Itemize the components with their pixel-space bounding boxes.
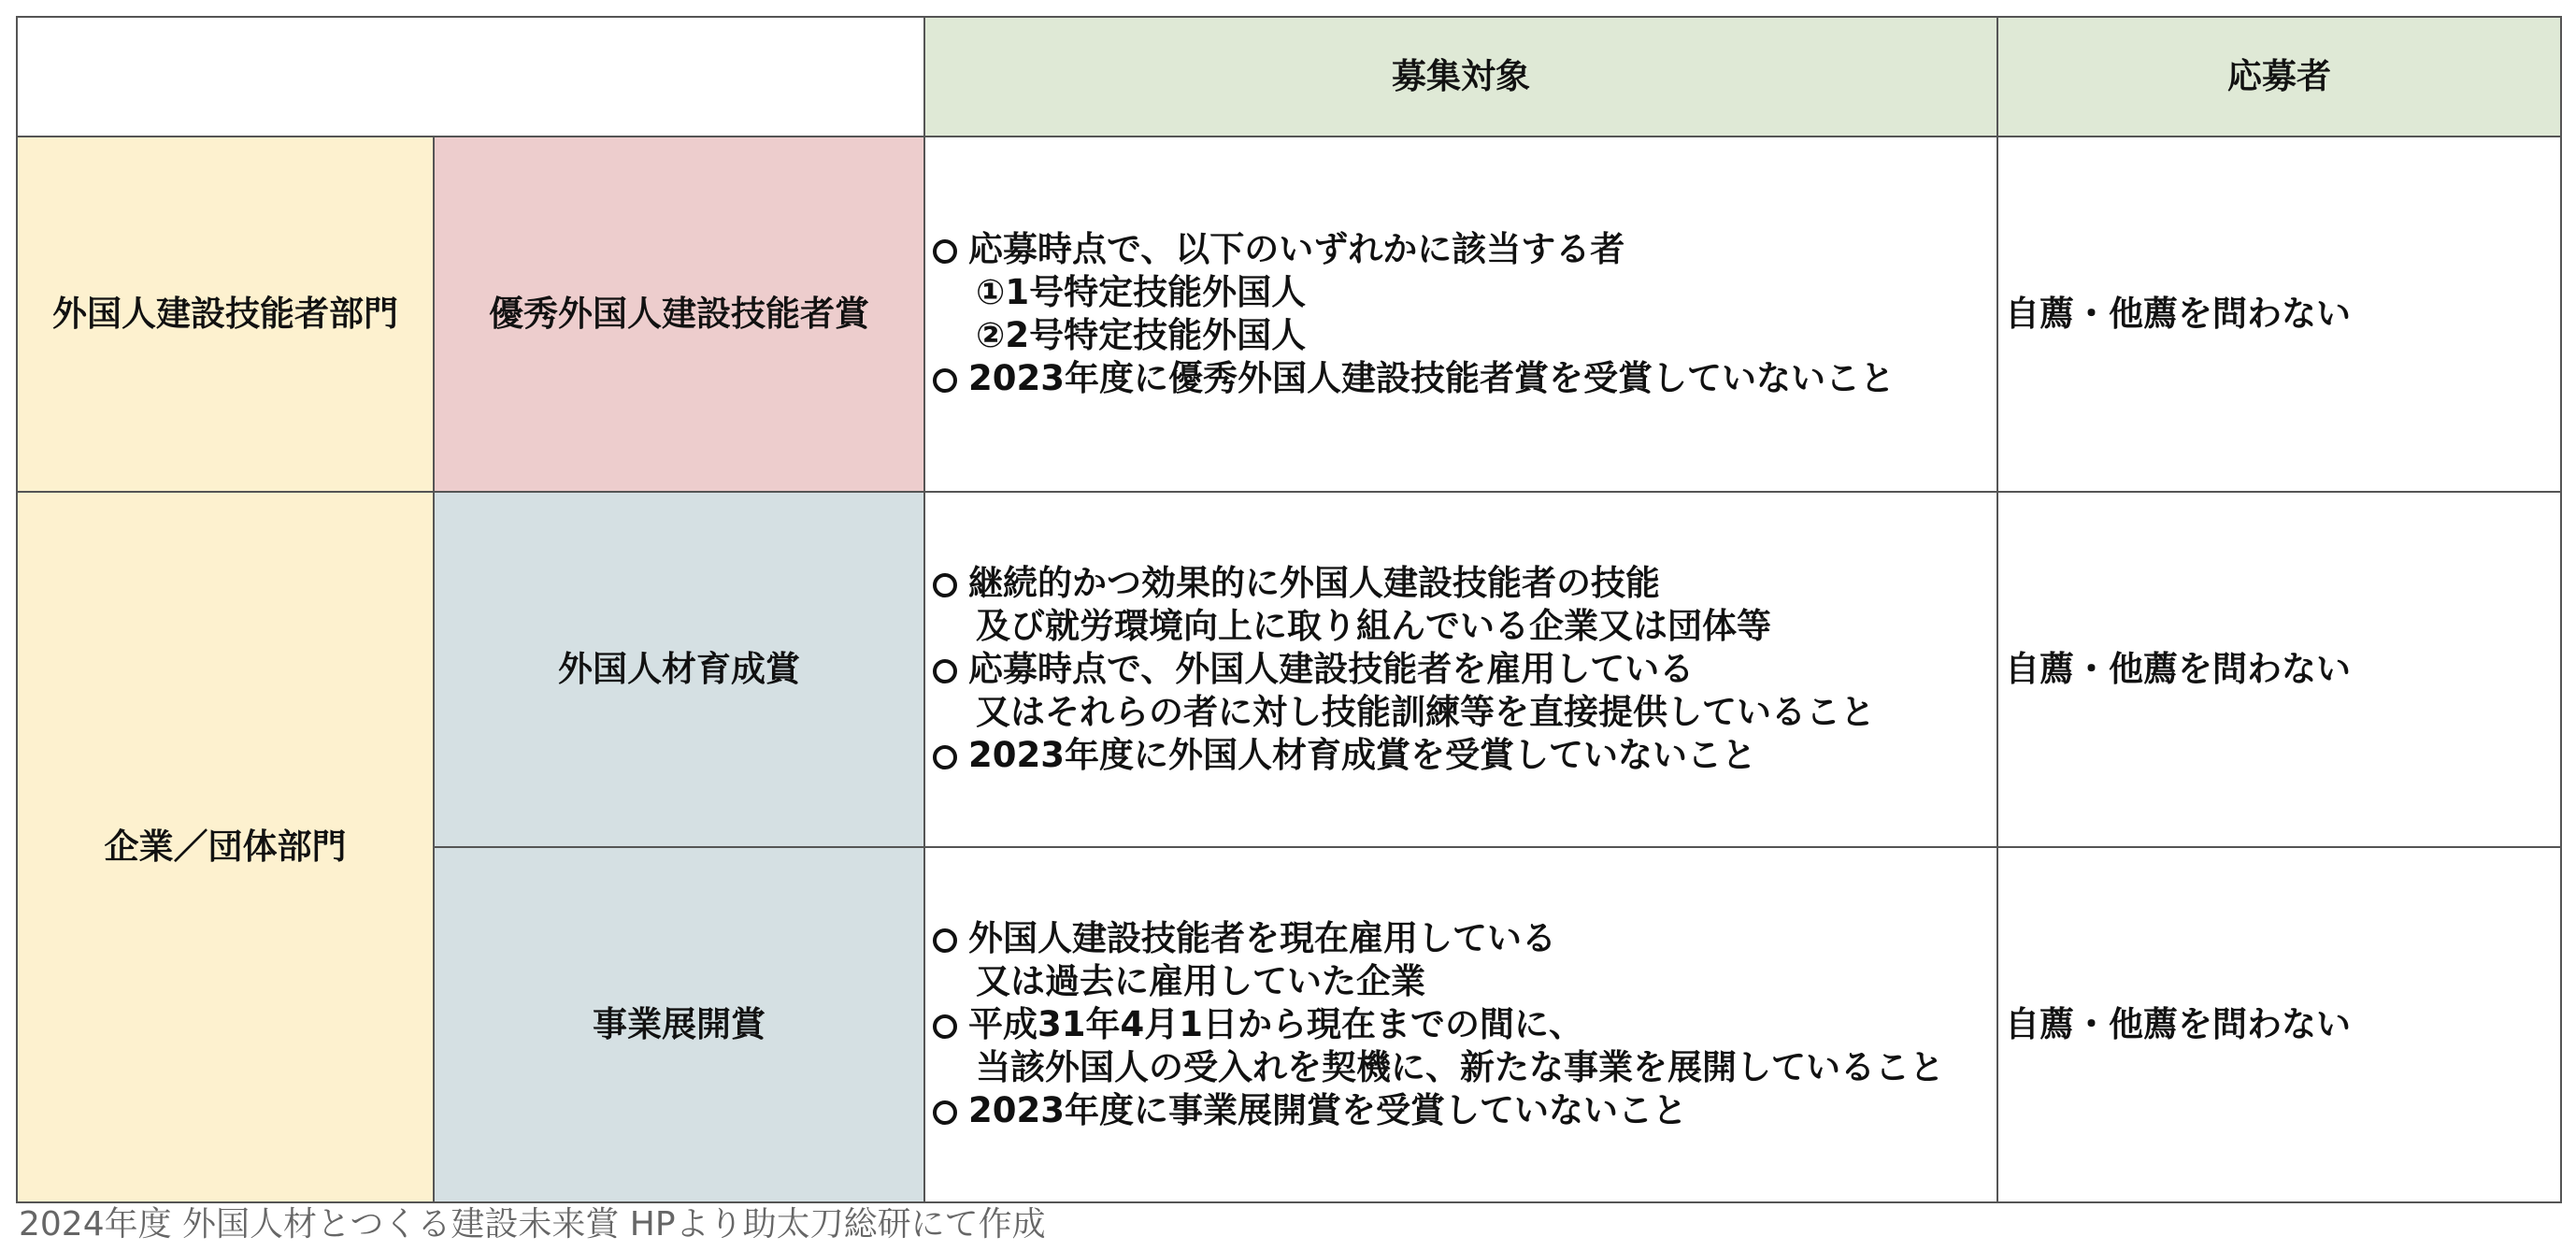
target-line: 及び就労環境向上に取り組んでいる企業又は団体等 — [976, 606, 1771, 646]
award-requirements-table — [16, 16, 2562, 1203]
target-cell — [924, 137, 1997, 492]
circle-bullet-icon — [933, 1100, 957, 1125]
applicant-cell: 自薦・他薦を問わない — [1997, 847, 2561, 1202]
target-line: 外国人建設技能者を現在雇用している — [931, 917, 1996, 960]
target-cell — [924, 847, 1997, 1202]
target-line: 又はそれらの者に対し技能訓練等を直接提供していること — [976, 692, 1875, 732]
header-corner-cell — [17, 17, 924, 137]
source-caption: 2024年度 外国人材とつくる建設未来賞 HPより助太刀総研にて作成 — [19, 1205, 1046, 1244]
target-line: 平成31年4月1日から現在までの間に、 — [931, 1003, 1996, 1046]
circle-bullet-icon — [933, 1014, 957, 1039]
header-applicant: 応募者 — [1997, 17, 2561, 137]
target-cell — [924, 492, 1997, 847]
table-header-row — [17, 17, 2561, 137]
department-cell: 外国人建設技能者部門 — [17, 137, 434, 492]
award-cell: 優秀外国人建設技能者賞 — [434, 137, 924, 492]
target-line: 2023年度に外国人材育成賞を受賞していないこと — [931, 734, 1996, 777]
applicant-cell: 自薦・他薦を問わない — [1997, 492, 2561, 847]
table-row — [17, 137, 2561, 492]
circle-bullet-icon — [933, 745, 957, 769]
applicant-cell: 自薦・他薦を問わない — [1997, 137, 2561, 492]
target-line: ②2号特定技能外国人 — [976, 315, 1307, 355]
header-target: 募集対象 — [924, 17, 1997, 137]
target-line: 2023年度に優秀外国人建設技能者賞を受賞していないこと — [931, 357, 1996, 400]
target-line: 応募時点で、以下のいずれかに該当する者 — [931, 228, 1996, 271]
target-line: 又は過去に雇用していた企業 — [976, 961, 1425, 1001]
award-cell: 外国人材育成賞 — [434, 492, 924, 847]
circle-bullet-icon — [933, 659, 957, 683]
award-cell: 事業展開賞 — [434, 847, 924, 1202]
target-line: 2023年度に事業展開賞を受賞していないこと — [931, 1089, 1996, 1132]
target-line: ①1号特定技能外国人 — [976, 272, 1307, 312]
target-line: 応募時点で、外国人建設技能者を雇用している — [931, 648, 1996, 691]
circle-bullet-icon — [933, 928, 957, 953]
award-requirements-table-container — [16, 16, 2560, 1201]
target-line: 当該外国人の受入れを契機に、新たな事業を展開していること — [976, 1047, 1944, 1087]
circle-bullet-icon — [933, 368, 957, 393]
circle-bullet-icon — [933, 573, 957, 597]
table-row — [17, 492, 2561, 847]
circle-bullet-icon — [933, 239, 957, 264]
department-cell: 企業／団体部門 — [17, 492, 434, 1202]
target-line: 継続的かつ効果的に外国人建設技能者の技能 — [931, 562, 1996, 605]
